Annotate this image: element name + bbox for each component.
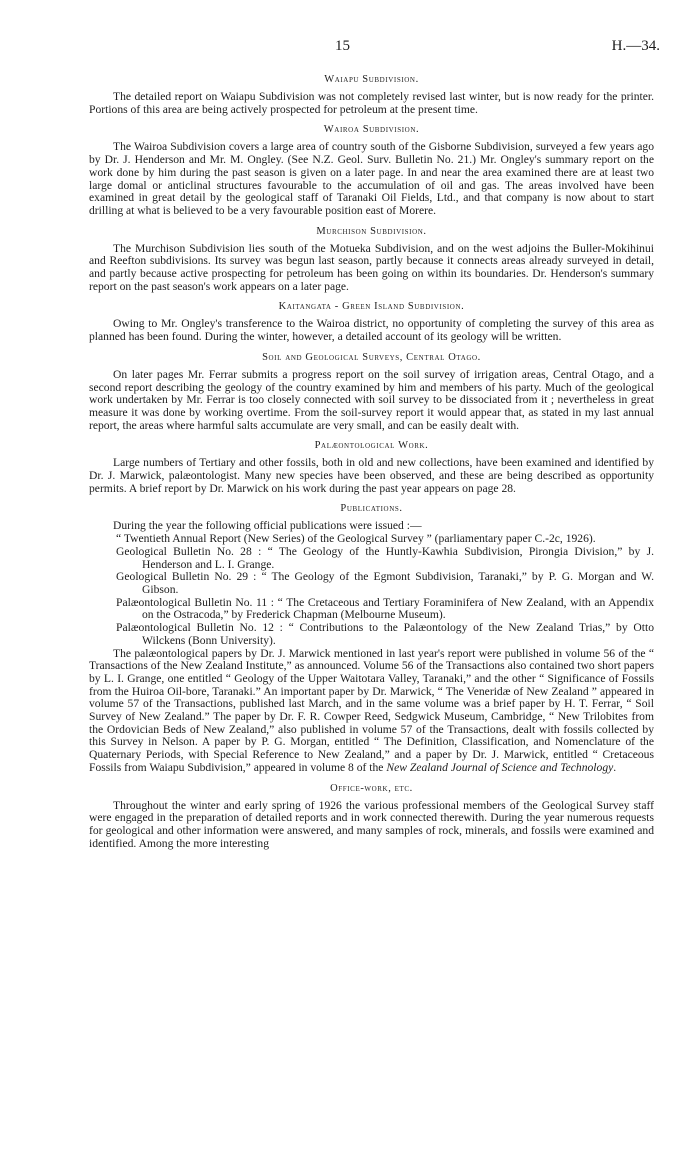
section-title-murchison: Murchison Subdivision. [316, 225, 427, 237]
document-reference: H.—34. [611, 38, 660, 54]
publications-papers-end: . [613, 760, 617, 774]
section-title-wairoa: Wairoa Subdivision. [323, 124, 420, 136]
section-title-office-work: Office-work, etc. [330, 782, 413, 794]
publication-item: Palæontological Bulletin No. 12 : “ Contributions to the Palæontology of the New Zealand Trias,” by Otto Wilckens (Bonn University). [116, 621, 654, 647]
section-title-palaeontological-work: Palæontological Work. [314, 440, 429, 452]
section-title-soil-surveys: Soil and Geological Surveys, Central Otago. [262, 351, 481, 363]
paragraph-wairoa: The Wairoa Subdivision covers a large area of country south of the Gisborne Subdivision, surveyed a few years ago by Dr. J. Henderson and Mr. M. Ongley. (See N.Z. Geol. Surv. Bulletin No. 21.) Mr. Ongley's summary report on the work done by him during the past season is given on a later page. In and near the area examined there are at least two large domal or anticlinal structures favourable to the accumulation of oil and gas. The areas involved have been examined in great detail by the geological staff of Taranaki Oil Fields, Ltd., and that company is now about to start drilling at what is believed to be a very favourable position east of Morere. [89, 140, 654, 217]
publication-item: “ Twentieth Annual Report (New Series) of the Geological Survey ” (parliamentary paper C.-2c, 1926). [116, 532, 596, 546]
publication-item: Geological Bulletin No. 28 : “ The Geology of the Huntly-Kawhia Subdivision, Pirongia Division,” by J. Henderson and L. I. Grange. [116, 544, 654, 571]
section-title-waiapu: Waiapu Subdivision. [324, 74, 419, 85]
paragraph-waiapu: The detailed report on Waiapu Subdivision was not completely revised last winter, but is now ready for the printer. Portions of this area are being actively prospected for petroleum at the present time. [89, 90, 654, 116]
publications-list [89, 533, 654, 647]
section-title-publications: Publications. [340, 503, 403, 515]
section-title-kaitangata: Kaitangata - Green Island Subdivision. [278, 301, 465, 313]
paragraph-publications-papers [89, 648, 654, 775]
paragraph-soil-surveys: On later pages Mr. Ferrar submits a progress report on the soil survey of irrigation areas, Central Otago, and a second report describing the geology of the country examined by him and members of his party. Much of the geological work undertaken by Mr. Ferrar is too closely connected with soil survey to be dissociated from it ; nevertheless in great measure it was done by working overtime. From the soil-survey report it would appear that, as stated in my last annual report, the areas where harmful salts accumulate are very small, and can be easily dealt with. [89, 367, 654, 432]
page-body [89, 66, 654, 850]
paragraph-office-work: Throughout the winter and early spring of 1926 the various professional members of the Geological Survey staff were engaged in the preparation of detailed reports and in work connected therewith. During the year numerous requests for geological and other information were answered, and many samples of rock, minerals, and fossils were examined and identified. Among the more interesting [89, 798, 654, 850]
paragraph-kaitangata: Owing to Mr. Ongley's transference to the Wairoa district, no opportunity of completing the survey of this area as planned has been found. During the winter, however, a detailed account of its geology will be written. [89, 317, 654, 344]
page-number: 15 [335, 38, 350, 54]
publications-papers-text: The palæontological papers by Dr. J. Marwick mentioned in last year's report were published in volume 56 of the “ Transactions of the New Zealand Institute,” as announced. Volume 56 of the Transactions also contained two short papers by L. I. Grange, one entitled “ Geology of the Upper Waitotara Valley, Taranaki,” and the other “ Significance of Fossils from the Huiroa Oil-bore, Taranaki.” An important paper by Dr. Marwick, “ The Veneridæ of New Zealand ” appeared in volume 57 of the Transactions, published last March, and in the same volume was a brief paper by H. T. Ferrar, “ Soil Survey of New Zealand.” The paper by Dr. F. R. Cowper Reed, Sedgwick Museum, Cambridge, “ New Trilobites from the Ordovician Beds of New Zealand,” also published in volume 57 of the Transactions, dealt with fossils collected by this Survey in Nelson. A paper by P. G. Morgan, entitled “ The Definition, Classification, and Nomenclature of the Quaternary Periods, with Special Reference to New Zealand,” and a paper by Dr. J. Marwick, entitled “ Cretaceous Fossils from Waiapu Subdivision,” appeared in volume 8 of the [89, 646, 654, 774]
paragraph-palaeontological-work: Large numbers of Tertiary and other fossils, both in old and new collections, have been examined and identified by Dr. J. Marwick, palæontologist. Many new species have been observed, and these are being described as opportunity permits. A brief report by Dr. Marwick on his work during the past year appears on page 28. [89, 456, 654, 495]
publications-intro: During the year the following official publications were issued :— [113, 519, 422, 533]
paragraph-murchison: The Murchison Subdivision lies south of the Motueka Subdivision, and on the west adjoins the Buller-Mokihinui and Reefton subdivisions. Its survey was begun last season, partly because it connects areas already surveyed in detail, and partly because active prospecting for petroleum has been going on within its boundaries. Dr. Henderson's summary report on the past season's work appears on a later page. [89, 241, 654, 293]
publication-item: Geological Bulletin No. 29 : “ The Geology of the Egmont Subdivision, Taranaki,” by P. G. Morgan and W. Gibson. [116, 570, 654, 596]
publication-item: Palæontological Bulletin No. 11 : “ The Cretaceous and Tertiary Foraminifera of New Zealand, with an Appendix on the Ostracoda,” by Frederick Chapman (Melbourne Museum). [116, 595, 654, 622]
journal-title: New Zealand Journal of Science and Technology [386, 760, 614, 774]
